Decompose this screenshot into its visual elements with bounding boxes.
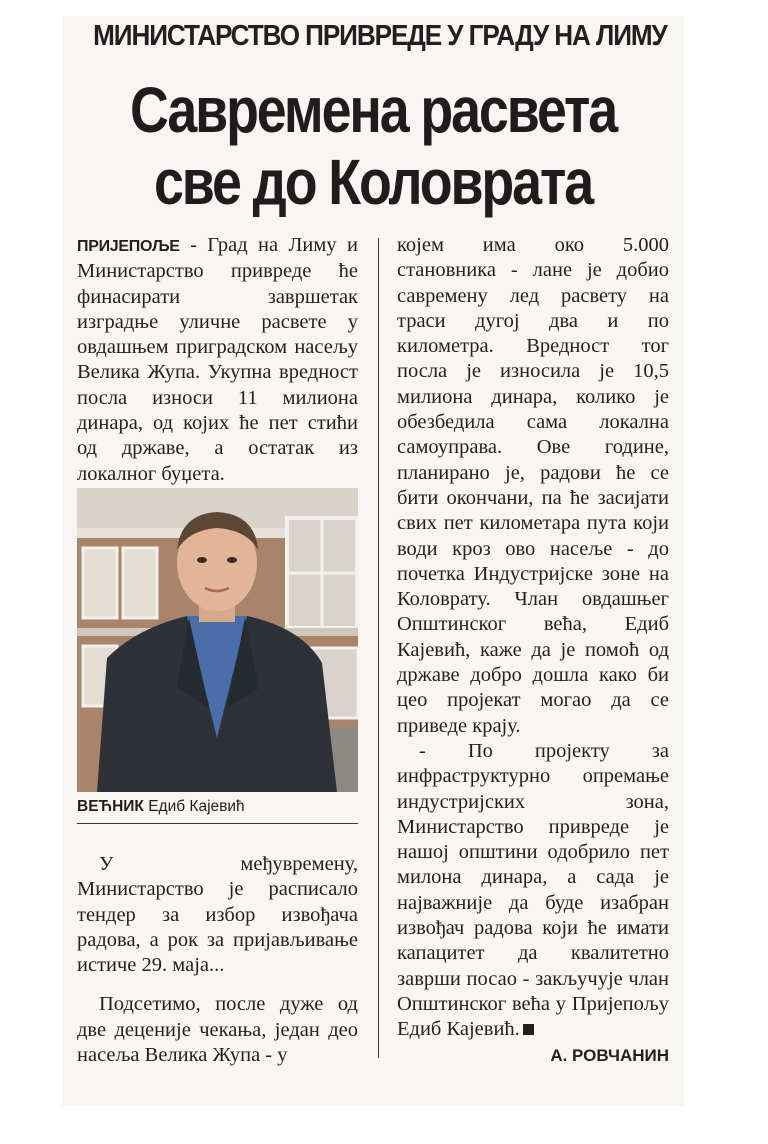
author-byline: А. РОВЧАНИН <box>550 1045 669 1065</box>
body-paragraph: Подсетимо, после дуже од две деценије чекања, један део насеља Велика Жупа - у <box>77 993 358 1067</box>
caption-label: ВЕЋНИК <box>77 798 144 815</box>
column-1-bottom <box>77 852 358 1068</box>
caption-name: Едиб Кајевић <box>143 798 245 815</box>
headline-line-1: Савремена расвета <box>129 74 617 146</box>
column-1-top <box>77 233 358 487</box>
end-mark-icon <box>523 1024 534 1035</box>
body-paragraph: У међувремену, Министарство је расписало тендер за избор извођача радова, а рок за пријављивање истиче 29. маја... <box>77 853 358 977</box>
kicker: МИНИСТАРСТВО ПРИВРЕДЕ У ГРАДУ НА ЛИМУ <box>93 20 667 52</box>
headline-line-2: све до Коловрата <box>154 146 592 218</box>
body-paragraph: којем има око 5.000 становника - лане је добио савремену лед расвету на траси дугој два и по километра. Вредност тог посла је износила је 10,5 милиона динара, колико је обезбедила сама локална самоуправа. Ове године, планирано је, радови ће се бити окончани, па ће засијати свих пет километара пута који води кроз ово насеље - до почетка Индустријске зоне на Коловрату. Члан овдашњег Општинског већа, Едиб Кајевић, каже да је помоћ од државе добро дошла како би цео пројекат могао да се приведе крају. <box>397 234 669 737</box>
photo-caption <box>77 798 358 816</box>
column-divider <box>378 238 379 1058</box>
quote-text: - По пројекту за инфраструктурно опремање индустријских зона, Министарство привреде је нашој општини одобрило пет милона динара, а сада је најважније да буде изабран извођач радова који ће имати капацитет да квалитетно заврши посао - закључује члан Општинског већа у Пријепољу Едиб Кајевић. <box>397 739 669 1041</box>
lead-paragraph <box>77 233 358 487</box>
lead-text: - Град на Лиму и Министарство привреде ће финасирати завршетак изградње уличне расвете у овдашњем приградском насељу Велика Жупа. Укупна вредност посла износи 11 милиона динара, од којих ће пет стићи од државе, а остатак из локалног буџета. <box>77 234 358 485</box>
quote-paragraph <box>397 739 669 1043</box>
column-2 <box>397 233 669 1068</box>
portrait-illustration <box>77 488 358 792</box>
dateline: ПРИЈЕПОЉЕ <box>77 238 180 255</box>
photo-portrait <box>77 488 358 792</box>
caption-divider <box>77 823 358 824</box>
